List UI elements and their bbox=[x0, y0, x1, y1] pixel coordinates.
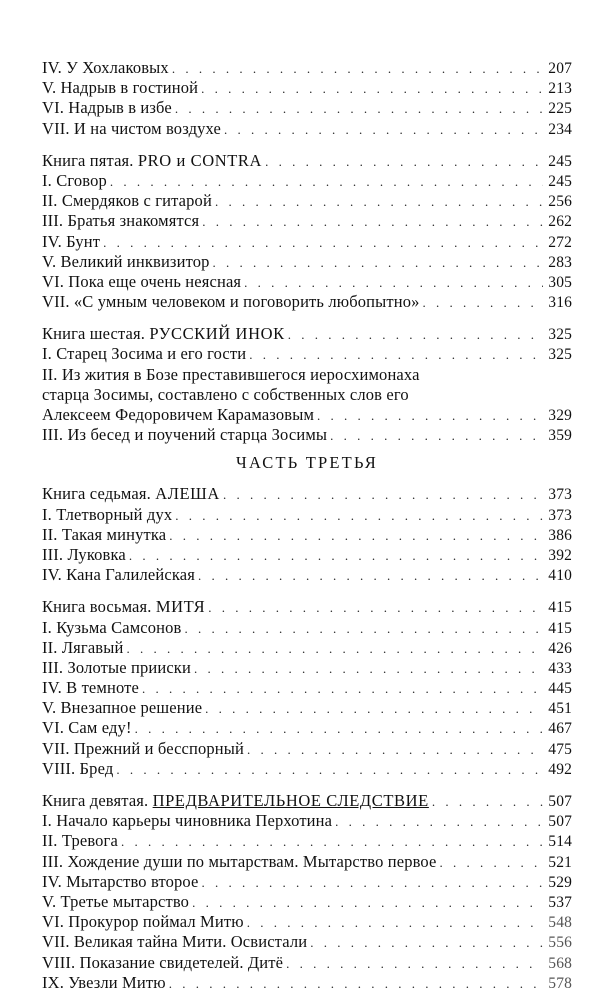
toc-entry bbox=[42, 912, 572, 932]
toc-entry bbox=[42, 932, 572, 952]
toc-entry bbox=[42, 119, 572, 139]
toc-entry-title: V. Надрыв в гостиной bbox=[42, 78, 199, 98]
toc-entry-title: IV. В темноте bbox=[42, 678, 139, 698]
toc-entry bbox=[42, 678, 572, 698]
leader-dots bbox=[423, 293, 543, 313]
leader-dots bbox=[215, 192, 543, 212]
toc-entry bbox=[42, 545, 572, 565]
toc-entry-page: 305 bbox=[548, 273, 572, 291]
toc-entry-title: III. Луковка bbox=[42, 544, 126, 564]
toc-entry bbox=[42, 831, 572, 851]
toc-entry-page: 415 bbox=[548, 619, 572, 637]
toc-entry bbox=[42, 344, 572, 364]
book-heading bbox=[42, 791, 572, 811]
toc-entry-title: II. Такая минутка bbox=[42, 524, 167, 544]
leader-dots bbox=[330, 426, 543, 446]
toc-entry-page: 373 bbox=[548, 506, 572, 524]
book-prefix: Книга девятая. bbox=[42, 791, 149, 810]
toc-entry-title: II. Лягавый bbox=[42, 637, 124, 657]
toc-entry-title: I. Начало карьеры чиновника Перхотина bbox=[42, 811, 333, 831]
toc-entry-page: 359 bbox=[548, 427, 572, 445]
leader-dots bbox=[317, 406, 543, 426]
toc-entry-page: 568 bbox=[548, 954, 572, 972]
toc-entry-title: I. Кузьма Самсонов bbox=[42, 617, 182, 637]
toc-entry bbox=[42, 292, 572, 312]
book-name: МИТЯ bbox=[155, 597, 206, 617]
leader-dots bbox=[201, 79, 543, 99]
leader-dots bbox=[121, 832, 543, 852]
toc-entry-title: II. Из жития в Бозе преставившегося иеросхимонаха bbox=[42, 364, 420, 384]
toc-entry-title: V. Великий инквизитор bbox=[42, 251, 210, 271]
toc-entry-title: Алексеем Федоровичем Карамазовым bbox=[42, 405, 315, 424]
leader-dots bbox=[286, 954, 543, 974]
toc-entry-page: 283 bbox=[548, 253, 572, 271]
toc-entry-page: 548 bbox=[548, 914, 572, 932]
leader-dots bbox=[224, 120, 543, 140]
toc-entry bbox=[42, 892, 572, 912]
toc-entry-title: VIII. Бред bbox=[42, 758, 114, 778]
leader-dots bbox=[110, 172, 543, 192]
toc-entry bbox=[42, 718, 572, 738]
toc-entry-page: 426 bbox=[548, 639, 572, 657]
book-name: АЛЕША bbox=[155, 484, 220, 504]
toc-entry-page: 537 bbox=[548, 893, 572, 911]
toc-entry-title: I. Тлетворный дух bbox=[42, 504, 173, 524]
toc-entry-title: II. Тревога bbox=[42, 831, 118, 851]
book-name: РУССКИЙ ИНОК bbox=[149, 324, 285, 344]
leader-dots bbox=[169, 526, 543, 546]
toc-entry bbox=[42, 872, 572, 892]
toc-entry bbox=[42, 232, 572, 252]
leader-dots bbox=[288, 325, 543, 345]
leader-dots bbox=[198, 566, 543, 586]
toc-entry bbox=[42, 505, 572, 525]
toc-entry bbox=[42, 759, 572, 779]
toc-entry-title: III. Из бесед и поучений старца Зосимы bbox=[42, 425, 328, 445]
leader-dots bbox=[194, 659, 543, 679]
toc-entry-page: 475 bbox=[548, 740, 572, 758]
book-page: 325 bbox=[548, 326, 572, 344]
table-of-contents bbox=[42, 58, 572, 993]
toc-entry bbox=[42, 98, 572, 118]
leader-dots bbox=[310, 933, 543, 953]
leader-dots bbox=[208, 598, 543, 618]
leader-dots bbox=[249, 345, 543, 365]
toc-entry-page: 325 bbox=[548, 346, 572, 364]
toc-entry-title: VIII. Показание свидетелей. Дитё bbox=[42, 952, 284, 972]
toc-entry bbox=[42, 852, 572, 872]
book-heading bbox=[42, 597, 572, 617]
toc-entry-title: V. Третье мытарство bbox=[42, 891, 190, 911]
leader-dots bbox=[335, 812, 543, 832]
book-heading bbox=[42, 324, 572, 344]
leader-dots bbox=[205, 699, 543, 719]
toc-entry-title: VI. Пока еще очень неясная bbox=[42, 271, 242, 291]
leader-dots bbox=[135, 719, 543, 739]
leader-dots bbox=[213, 253, 543, 273]
toc-entry-title: VII. Прежний и бесспорный bbox=[42, 738, 244, 758]
book-prefix: Книга седьмая. bbox=[42, 484, 151, 504]
toc-section-book8 bbox=[42, 597, 572, 779]
leader-dots bbox=[129, 546, 543, 566]
leader-dots bbox=[202, 212, 543, 232]
book-heading bbox=[42, 151, 572, 171]
toc-entry-page: 329 bbox=[548, 407, 572, 424]
toc-entry-page: 451 bbox=[548, 700, 572, 718]
toc-entry-multiline-line3 bbox=[42, 405, 572, 425]
leader-dots bbox=[126, 639, 543, 659]
toc-entry-page: 213 bbox=[548, 80, 572, 98]
toc-section-book6 bbox=[42, 324, 572, 445]
leader-dots bbox=[247, 913, 543, 933]
toc-entry bbox=[42, 811, 572, 831]
toc-entry-page: 492 bbox=[548, 760, 572, 778]
toc-entry-multiline-line1 bbox=[42, 365, 572, 385]
leader-dots bbox=[244, 273, 543, 293]
book-name: ПРЕДВАРИТЕЛЬНОЕ СЛЕДСТВИЕ bbox=[152, 791, 429, 810]
toc-entry-page: 207 bbox=[548, 60, 572, 77]
toc-entry-title: I. Сговор bbox=[42, 170, 107, 190]
book-page: 245 bbox=[548, 152, 572, 170]
toc-entry bbox=[42, 525, 572, 545]
toc-entry-title: старца Зосимы, составлено с собственных слов его bbox=[42, 384, 409, 404]
leader-dots bbox=[223, 485, 543, 505]
leader-dots bbox=[192, 893, 543, 913]
leader-dots bbox=[202, 873, 543, 893]
toc-entry-page: 556 bbox=[548, 934, 572, 952]
toc-entry-page: 467 bbox=[548, 720, 572, 738]
leader-dots bbox=[169, 974, 543, 994]
leader-dots bbox=[265, 152, 543, 172]
toc-entry bbox=[42, 565, 572, 585]
toc-entry-title: III. Золотые прииски bbox=[42, 657, 191, 677]
toc-entry-title: I. Старец Зосима и его гости bbox=[42, 344, 247, 364]
toc-entry bbox=[42, 638, 572, 658]
toc-section-book7 bbox=[42, 484, 572, 585]
toc-entry bbox=[42, 211, 572, 231]
leader-dots bbox=[142, 679, 543, 699]
part-title: ЧАСТЬ ТРЕТЬЯ bbox=[236, 453, 378, 473]
toc-entry-title: IV. Кана Галилейская bbox=[42, 565, 195, 585]
toc-entry-title: III. Хождение души по мытарствам. Мытарство первое bbox=[42, 851, 437, 871]
toc-entry-title: VI. Сам еду! bbox=[42, 718, 132, 738]
toc-entry-page: 514 bbox=[548, 833, 572, 851]
toc-entry-title: VI. Прокурор поймал Митю bbox=[42, 912, 244, 932]
leader-dots bbox=[440, 853, 543, 873]
toc-entry-page: 245 bbox=[548, 172, 572, 190]
book-heading bbox=[42, 484, 572, 504]
toc-entry-page: 529 bbox=[548, 873, 572, 891]
toc-entry-page: 262 bbox=[548, 213, 572, 231]
leader-dots bbox=[247, 740, 543, 760]
toc-entry-page: 507 bbox=[548, 813, 572, 831]
toc-section-book9 bbox=[42, 791, 572, 993]
toc-entry-title: VII. «С умным человеком и поговорить любопытно» bbox=[42, 292, 420, 312]
book-page: 507 bbox=[548, 793, 572, 810]
book-prefix: Книга восьмая. bbox=[42, 597, 152, 617]
toc-entry-title: III. Братья знакомятся bbox=[42, 211, 200, 231]
toc-entry bbox=[42, 953, 572, 973]
leader-dots bbox=[116, 760, 543, 780]
leader-dots bbox=[185, 619, 544, 639]
book-name: PRO и CONTRA bbox=[137, 150, 263, 170]
toc-entry-title: IV. Мытарство второе bbox=[42, 871, 199, 891]
toc-entry bbox=[42, 171, 572, 191]
toc-entry-page: 410 bbox=[548, 567, 572, 585]
toc-entry-page: 316 bbox=[548, 294, 572, 312]
leader-dots bbox=[432, 792, 543, 812]
toc-entry bbox=[42, 618, 572, 638]
toc-entry bbox=[42, 739, 572, 759]
toc-entry-page: 578 bbox=[548, 974, 572, 992]
toc-entry bbox=[42, 973, 572, 993]
toc-entry bbox=[42, 658, 572, 678]
book-page: 415 bbox=[548, 599, 572, 617]
toc-entry-page: 272 bbox=[548, 233, 572, 251]
toc-entry-multiline-line2 bbox=[42, 385, 572, 405]
toc-entry bbox=[42, 78, 572, 98]
book-prefix: Книга пятая. bbox=[42, 150, 134, 170]
toc-entry-title: IX. Увезли Митю bbox=[42, 972, 166, 992]
toc-entry-title: V. Внезапное решение bbox=[42, 698, 203, 718]
book-page: 373 bbox=[548, 486, 572, 504]
toc-section-book5 bbox=[42, 151, 572, 313]
leader-dots bbox=[172, 59, 543, 79]
toc-entry-page: 234 bbox=[548, 120, 572, 138]
toc-entry-page: 386 bbox=[548, 526, 572, 544]
toc-entry-title: II. Смердяков с гитарой bbox=[42, 191, 212, 211]
toc-entry-page: 445 bbox=[548, 680, 572, 698]
toc-entry-title: VII. Великая тайна Мити. Освистали bbox=[42, 932, 308, 952]
toc-entry-title: VII. И на чистом воздухе bbox=[42, 118, 221, 138]
toc-entry-page: 256 bbox=[548, 193, 572, 211]
toc-entry-page: 225 bbox=[548, 100, 572, 118]
toc-entry-page: 521 bbox=[548, 853, 572, 871]
toc-entry-title: IV. Бунт bbox=[42, 231, 101, 251]
leader-dots bbox=[103, 233, 543, 253]
leader-dots bbox=[175, 99, 543, 119]
toc-entry-page: 433 bbox=[548, 659, 572, 677]
toc-entry-page: 392 bbox=[548, 546, 572, 564]
toc-entry bbox=[42, 252, 572, 272]
toc-entry bbox=[42, 272, 572, 292]
toc-entry bbox=[42, 425, 572, 445]
toc-entry-title: IV. У Хохлаковых bbox=[42, 58, 169, 77]
toc-section-book4-tail bbox=[42, 58, 572, 139]
book-prefix: Книга шестая. bbox=[42, 324, 146, 344]
toc-entry-title: VI. Надрыв в избе bbox=[42, 98, 172, 118]
toc-entry bbox=[42, 698, 572, 718]
toc-entry bbox=[42, 191, 572, 211]
toc-entry bbox=[42, 58, 572, 78]
leader-dots bbox=[175, 506, 543, 526]
